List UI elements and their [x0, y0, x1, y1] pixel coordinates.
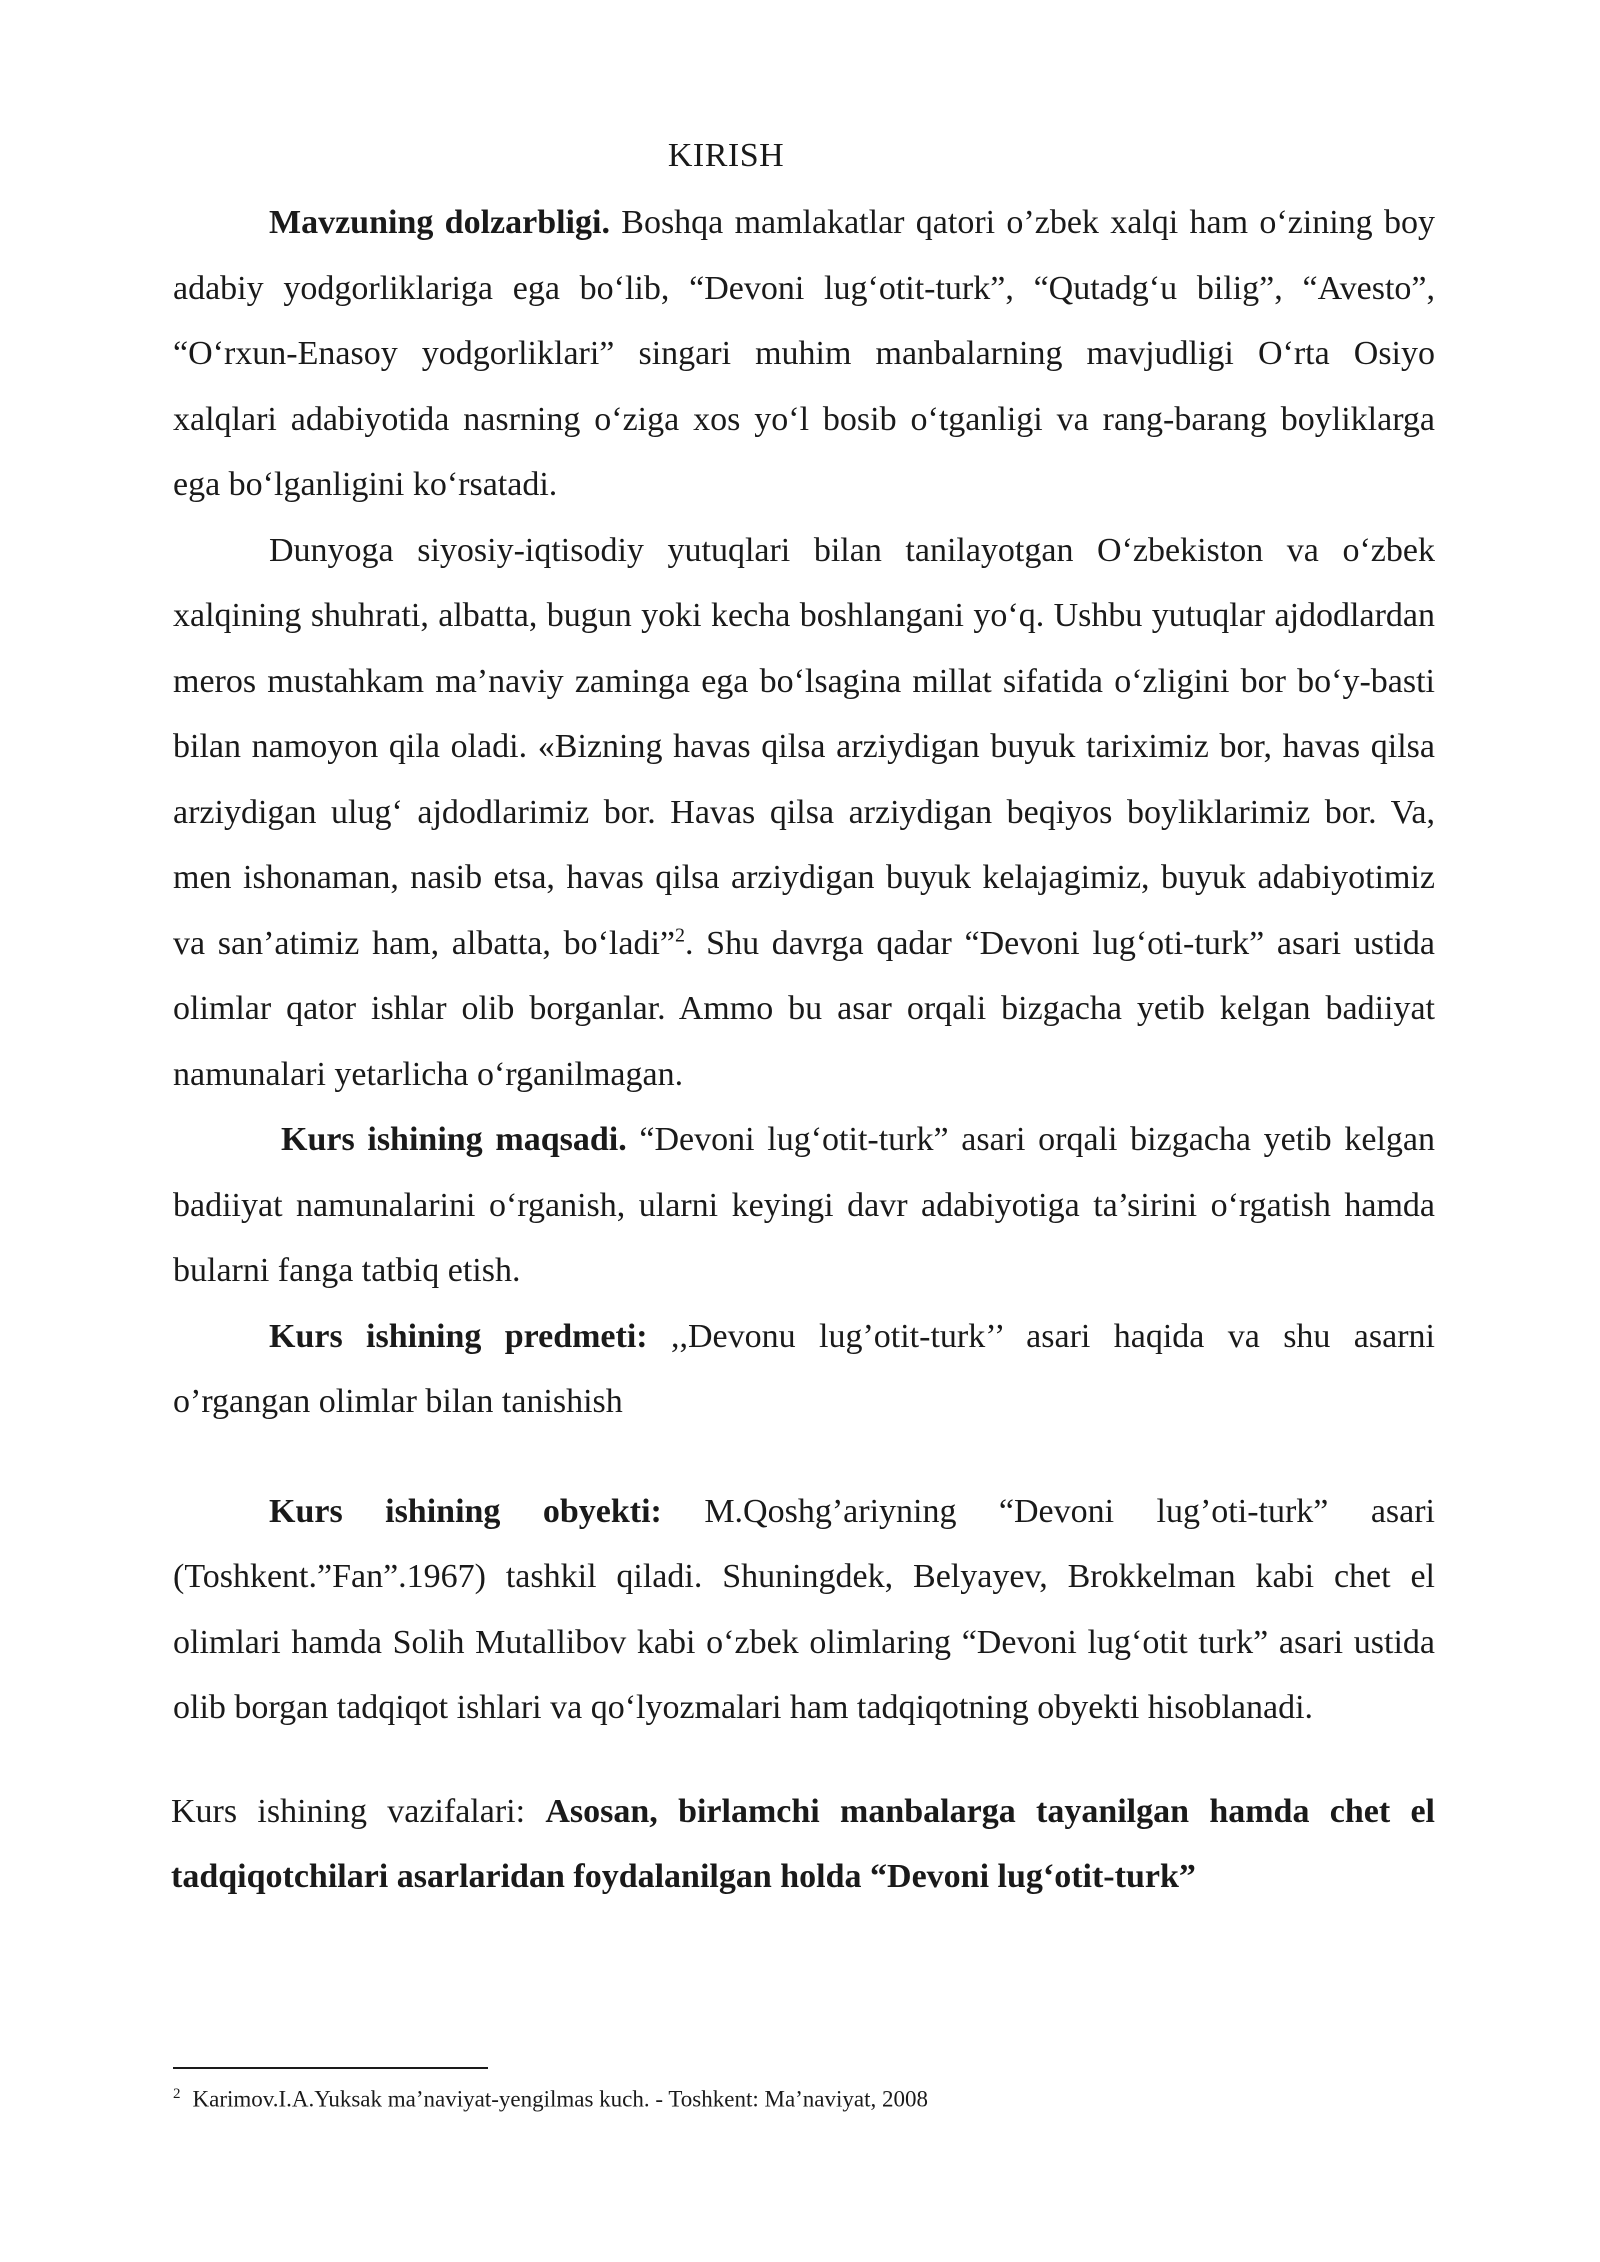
footnote-text: Karimov.I.A.Yuksak ma’naviyat-yengilmas kuch. - Toshkent: Ma’naviyat, 2008 — [192, 2086, 929, 2112]
paragraph-relevance — [173, 190, 1435, 518]
paragraph-label: Kurs ishining vazifalari: — [171, 1792, 546, 1830]
footnote-mark: 2 — [173, 2086, 181, 2102]
paragraph-text: ,,Devonu lug’otit-turk’’ asari haqida va shu asarni o’rgangan olimlar bilan tanishish — [173, 1317, 1435, 1420]
paragraph-lead: Kurs ishining maqsadi. — [281, 1121, 627, 1158]
paragraph-lead: Mavzuning dolzarbligi. — [269, 204, 610, 241]
paragraph-lead: Kurs ishining predmeti: — [269, 1317, 648, 1355]
paragraph-subject — [173, 1304, 1435, 1435]
paragraph-text: Dunyoga siyosiy-iqtisodiy yutuqlari bilan tanilayotgan O‘zbekiston va o‘zbek xalqining shuhrati, albatta, bugun yoki kecha boshlangani yo‘q. Ushbu yutuqlar ajdodlardan meros mustahkam ma’naviy zaminga ega bo‘lsagina millat sifatida o‘zligini bor bo‘y-basti bilan namoyon qila oladi. «Bizning havas qilsa arziydigan buyuk tariximiz bor, havas qilsa arziydigan ulug‘ ajdodlarimiz bor. Havas qilsa arziydigan beqiyos boyliklarimiz bor. Va, men ishonaman, nasib etsa, havas qilsa arziydigan buyuk kelajagimiz, buyuk adabiyotimiz va san’atimiz ham, albatta, bo‘ladi” — [173, 531, 1435, 962]
footnote-reference[interactable]: 2 — [674, 924, 685, 947]
paragraph-bold-text: Asosan, birlamchi manbalarga tayanilgan hamda chet el tadqiqotchilari asarlaridan foydalanilgan holda “Devoni lug‘otit-turk” — [171, 1792, 1435, 1895]
page-title: KIRISH — [667, 137, 785, 174]
footnote-separator — [173, 2067, 488, 2069]
paragraph-text: Boshqa mamlakatlar qatori o’zbek xalqi ham o‘zining boy adabiy yodgorliklariga ega bo‘lib, “Devoni lug‘otit-turk”, “Qutadg‘u bilig”, “Avesto”, “O‘rxun-Enasoy yodgorliklari” singari muhim manbalarning mavjudligi O‘rta Osiyo xalqlari adabiyotida nasrning o‘ziga xos yo‘l bosib o‘tganligi va rang-barang boyliklarga ega bo‘lganligini ko‘rsatadi. — [173, 204, 1435, 503]
paragraph-text: “Devoni lug‘otit-turk” asari orqali bizgacha yetib kelgan badiiyat namunalarini o‘rganish, ularni keyingi davr adabiyotiga ta’sirini o‘rgatish hamda bularni fanga tatbiq etish. — [173, 1121, 1435, 1289]
paragraph-tasks — [171, 1779, 1435, 1910]
footnote — [173, 2078, 1435, 2116]
paragraph-context — [173, 518, 1435, 1108]
paragraph-text: . Shu davrga qadar “Devoni lug‘oti-turk” asari ustida olimlar qator ishlar olib borganlar. Ammo bu asar orqali bizgacha yetib kelgan badiiyat namunalari yetarlicha o‘rganilmagan. — [173, 924, 1435, 1093]
paragraph-goal — [173, 1107, 1435, 1304]
paragraph-object — [173, 1479, 1435, 1741]
paragraph-text: M.Qoshg’ariyning “Devoni lug’oti-turk” asari (Toshkent.”Fan”.1967) tashkil qiladi. Shuningdek, Belyayev, Brokkelman kabi chet el olimlari hamda Solih Mutallibov kabi o‘zbek olimlaring “Devoni lug‘otit turk” asari ustida olib borgan tadqiqot ishlari va qo‘lyozmalari ham tadqiqotning obyekti hisoblanadi. — [173, 1492, 1435, 1726]
paragraph-lead: Kurs ishining obyekti: — [269, 1492, 662, 1530]
body-text — [173, 190, 1435, 1910]
